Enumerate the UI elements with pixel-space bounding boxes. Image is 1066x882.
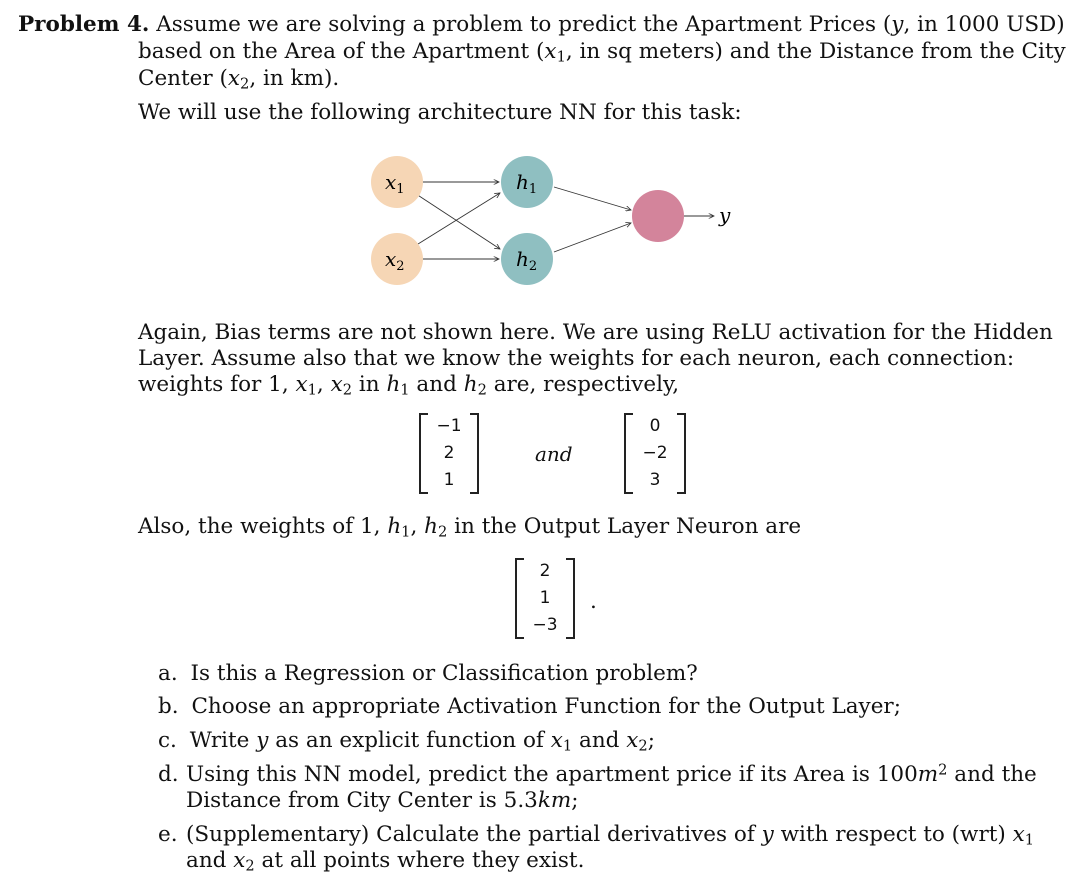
question-c — [158, 727, 655, 754]
intro-text: , in sq meters) and the Distance from the City — [565, 39, 1066, 64]
bracket-left — [624, 413, 633, 494]
subscript: 1 — [562, 737, 573, 755]
output-weights-line: Also, the weights of 1, $h_1$, $h_2$ in the Output Layer Neuron are — [138, 514, 802, 541]
question-text: Choose an appropriate Activation Function for the Output Layer; — [191, 694, 901, 719]
again-line-3: weights for 1, $x_1$, $x_2$ in $h_1$ and $h_2$ are, respectively, — [138, 372, 680, 399]
unit: km — [537, 788, 572, 813]
output-y-label: y — [719, 203, 731, 227]
matrix-period: . — [590, 589, 597, 614]
again-line-2: Layer. Assume also that we know the weights for each neuron, each connection: — [138, 346, 1015, 371]
intro-text: , in 1000 USD) — [903, 12, 1065, 37]
unit: m — [917, 762, 939, 787]
subscript: 2 — [438, 523, 448, 541]
var-x: x — [544, 39, 557, 64]
subscript: 2 — [638, 737, 648, 755]
question-e-line-2 — [186, 847, 584, 874]
question-text-part: Distance from City Center is 5.3 — [186, 788, 538, 813]
question-text-part: at all points where they exist. — [254, 848, 585, 873]
var-h: h — [424, 514, 438, 539]
bracket-right — [566, 558, 575, 639]
matrix-cell: 3 — [649, 470, 661, 490]
bracket-left — [419, 413, 428, 494]
node-x1-sub: 1 — [396, 182, 405, 197]
output-text: Also, the weights of 1, — [138, 514, 388, 539]
edge-h1-out — [554, 187, 631, 210]
bracket-left — [515, 558, 524, 639]
matrix-cell: −3 — [532, 615, 558, 635]
question-text-part: and the — [947, 762, 1037, 787]
question-d-line-2 — [186, 787, 579, 814]
node-output — [632, 190, 684, 242]
question-e-letter: e. — [158, 822, 178, 847]
var-x: x — [227, 66, 241, 91]
again-text: in — [352, 372, 387, 397]
subscript: 1 — [401, 523, 411, 541]
problem-label: Problem 4. — [18, 12, 150, 37]
intro-text: , in km). — [249, 66, 340, 91]
weights-h2-matrix — [624, 413, 686, 494]
question-text-part: Using this NN model, predict the apartment price if its Area is 100 — [186, 762, 918, 787]
var-x: x — [626, 728, 639, 753]
subscript: 1 — [307, 381, 317, 399]
superscript: 2 — [938, 761, 948, 779]
architecture-line: We will use the following architecture NN for this task: — [138, 100, 742, 125]
neural-network-diagram — [360, 145, 760, 295]
again-text: are, respectively, — [486, 372, 680, 397]
question-text-part: ; — [647, 728, 655, 753]
problem-intro-line-1 — [18, 11, 1065, 38]
node-h1-sub: 1 — [528, 182, 538, 197]
edge-h2-out — [554, 223, 631, 252]
problem-intro-line-2 — [138, 38, 1066, 66]
var-x: x — [1012, 822, 1025, 847]
var-h: h — [387, 514, 402, 539]
node-x1-label: x — [385, 170, 397, 194]
var-y: y — [891, 12, 904, 37]
matrix-cell: −2 — [642, 443, 668, 463]
subscript: 1 — [556, 48, 566, 66]
output-text: in the Output Layer Neuron are — [447, 514, 802, 539]
and-connector: and — [535, 442, 573, 466]
question-text-part: (Supplementary) Calculate the partial derivatives of — [186, 822, 762, 847]
question-letter: c. — [158, 728, 177, 753]
node-h2-sub: 2 — [528, 259, 538, 274]
node-h1-label: h — [516, 170, 529, 194]
question-text-part: and — [186, 848, 234, 873]
bracket-right — [677, 413, 686, 494]
matrix-cell: −1 — [436, 416, 462, 436]
matrix-cell: 2 — [539, 561, 551, 581]
again-line-1: Again, Bias terms are not shown here. We are using ReLU activation for the Hidden — [138, 320, 1053, 345]
intro-text: based on the Area of the Apartment ( — [138, 39, 545, 64]
problem-intro-line-3 — [138, 65, 339, 92]
question-b — [158, 693, 901, 720]
again-text: weights for 1, — [138, 372, 296, 397]
var-x: x — [233, 848, 246, 873]
matrix-cell: 1 — [539, 588, 551, 608]
question-a — [158, 660, 698, 687]
var-h: h — [463, 372, 478, 397]
var-h: h — [386, 372, 401, 397]
question-d-line-1 — [186, 761, 1037, 788]
subscript: 2 — [240, 75, 250, 93]
question-letter: b. — [158, 694, 179, 719]
node-x2-label: x — [385, 247, 397, 271]
intro-text: Center ( — [138, 66, 228, 91]
subscript: 2 — [477, 381, 487, 399]
matrix-cell: 0 — [649, 416, 661, 436]
node-x2-sub: 2 — [396, 259, 405, 274]
question-text: Is this a Regression or Classification problem? — [190, 661, 698, 686]
matrix-cell: 2 — [443, 443, 455, 463]
weights-output-matrix — [515, 558, 575, 639]
var-y: y — [761, 822, 774, 847]
again-text: and — [409, 372, 464, 397]
question-e-line-1 — [186, 821, 1035, 849]
question-text-part: with respect to (wrt) — [773, 822, 1013, 847]
question-text — [190, 728, 655, 753]
subscript: 2 — [245, 857, 255, 875]
var-y: y — [256, 728, 269, 753]
question-letter: a. — [158, 661, 178, 686]
intro-text: Assume we are solving a problem to predict the Apartment Prices ( — [156, 12, 892, 37]
question-text-part: ; — [571, 788, 579, 813]
question-d-letter: d. — [158, 762, 179, 787]
var-x: x — [295, 372, 308, 397]
weights-h1-matrix — [419, 413, 479, 494]
var-x: x — [330, 372, 343, 397]
question-text-part: and — [572, 728, 627, 753]
var-x: x — [550, 728, 563, 753]
subscript: 2 — [342, 381, 353, 399]
question-text-part: as an explicit function of — [268, 728, 551, 753]
node-h2-label: h — [516, 247, 529, 271]
bracket-right — [470, 413, 479, 494]
subscript: 1 — [400, 381, 410, 399]
subscript: 1 — [1024, 831, 1035, 849]
question-text-part: Write — [189, 728, 257, 753]
matrix-cell: 1 — [443, 470, 455, 490]
